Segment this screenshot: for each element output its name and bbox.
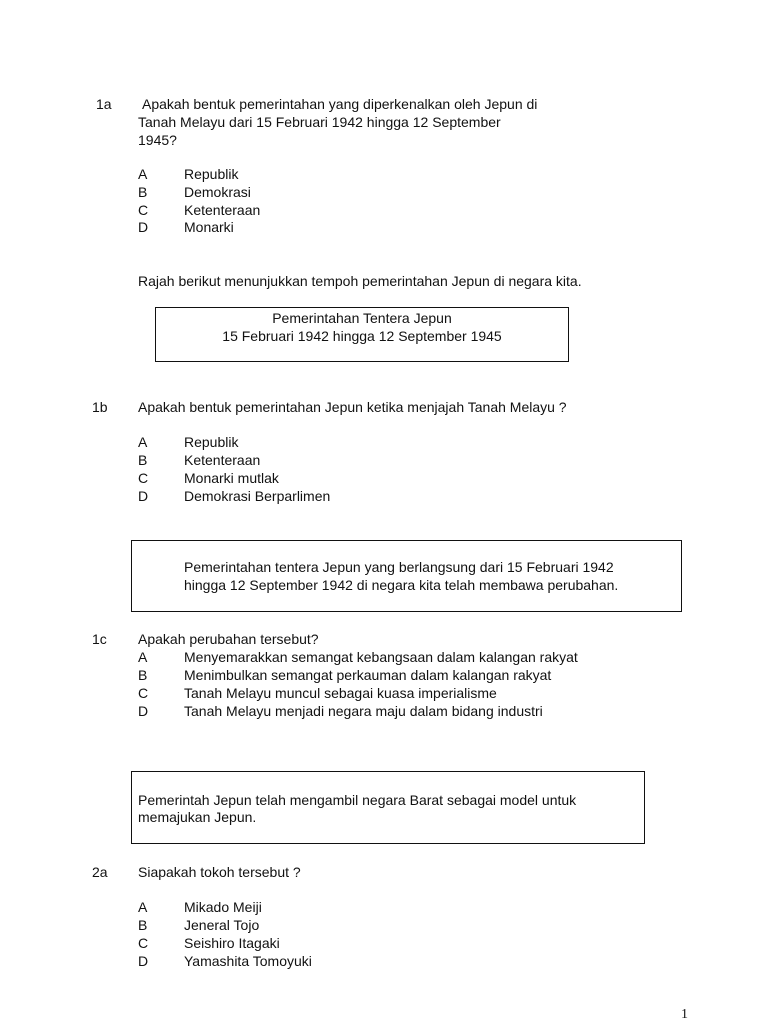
stimulus-box-1c-line-1: Pemerintahan tentera Jepun yang berlangsung dari 15 Februari 1942: [184, 559, 614, 575]
q1b-option-c-letter: C: [138, 470, 149, 486]
question-1b-text: Apakah bentuk pemerintahan Jepun ketika menjajah Tanah Melayu ?: [138, 399, 567, 415]
q1b-option-b-letter: B: [138, 452, 148, 468]
q1a-option-a-letter: A: [138, 166, 148, 182]
q1a-option-c-text: Ketenteraan: [184, 202, 261, 218]
q2a-option-d-text: Yamashita Tomoyuki: [184, 953, 312, 969]
stimulus-box-2a-line-1: Pemerintah Jepun telah mengambil negara Barat sebagai model untuk: [138, 792, 577, 808]
q1c-option-b-text: Menimbulkan semangat perkauman dalam kalangan rakyat: [184, 667, 552, 683]
q2a-option-a-letter: A: [138, 899, 148, 915]
stimulus-box-2a: [131, 771, 645, 844]
q1a-option-a-text: Republik: [184, 166, 239, 182]
q1a-option-c-letter: C: [138, 202, 149, 218]
q2a-option-c-letter: C: [138, 935, 149, 951]
q1c-option-c-text: Tanah Melayu muncul sebagai kuasa imperialisme: [184, 685, 497, 701]
question-1a-text-line-2: Tanah Melayu dari 15 Februari 1942 hingga 12 September: [138, 114, 501, 130]
q2a-option-a-text: Mikado Meiji: [184, 899, 262, 915]
intro-1b-text: Rajah berikut menunjukkan tempoh pemerintahan Jepun di negara kita.: [138, 273, 582, 289]
stimulus-box-2a-line-2: memajukan Jepun.: [138, 809, 257, 825]
q1b-option-b-text: Ketenteraan: [184, 452, 261, 468]
stimulus-box-1b: [155, 307, 569, 362]
q1b-option-d-text: Demokrasi Berparlimen: [184, 488, 331, 504]
q1c-option-d-letter: D: [138, 703, 149, 719]
question-number-1a: 1a: [96, 96, 112, 112]
q1c-option-a-letter: A: [138, 649, 148, 665]
q1b-option-a-letter: A: [138, 434, 148, 450]
question-1a-text-line-1: Apakah bentuk pemerintahan yang diperkenalkan oleh Jepun di: [142, 96, 538, 112]
stimulus-box-1b-line-1: Pemerintahan Tentera Jepun: [272, 310, 452, 326]
page-number: 1: [681, 1007, 688, 1022]
question-number-2a: 2a: [92, 864, 108, 880]
stimulus-box-1c: [131, 540, 682, 612]
q1a-option-d-text: Monarki: [184, 219, 234, 235]
q1c-option-a-text: Menyemarakkan semangat kebangsaan dalam kalangan rakyat: [184, 649, 578, 665]
question-number-1c: 1c: [92, 631, 107, 647]
stimulus-box-1b-line-2: 15 Februari 1942 hingga 12 September 1945: [222, 328, 502, 344]
q1a-option-d-letter: D: [138, 219, 149, 235]
question-2a-text: Siapakah tokoh tersebut ?: [138, 864, 301, 880]
question-1a-text-line-3: 1945?: [138, 132, 177, 148]
question-1c-text: Apakah perubahan tersebut?: [138, 631, 319, 647]
q1a-option-b-letter: B: [138, 184, 148, 200]
q1a-option-b-text: Demokrasi: [184, 184, 251, 200]
q2a-option-d-letter: D: [138, 953, 149, 969]
q1c-option-b-letter: B: [138, 667, 148, 683]
stimulus-box-1c-line-2: hingga 12 September 1942 di negara kita telah membawa perubahan.: [184, 577, 619, 593]
q1c-option-d-text: Tanah Melayu menjadi negara maju dalam bidang industri: [184, 703, 543, 719]
q2a-option-b-text: Jeneral Tojo: [184, 917, 260, 933]
q2a-option-c-text: Seishiro Itagaki: [184, 935, 280, 951]
q1b-option-c-text: Monarki mutlak: [184, 470, 279, 486]
q2a-option-b-letter: B: [138, 917, 148, 933]
q1b-option-a-text: Republik: [184, 434, 239, 450]
question-number-1b: 1b: [92, 399, 108, 415]
q1b-option-d-letter: D: [138, 488, 149, 504]
q1c-option-c-letter: C: [138, 685, 149, 701]
